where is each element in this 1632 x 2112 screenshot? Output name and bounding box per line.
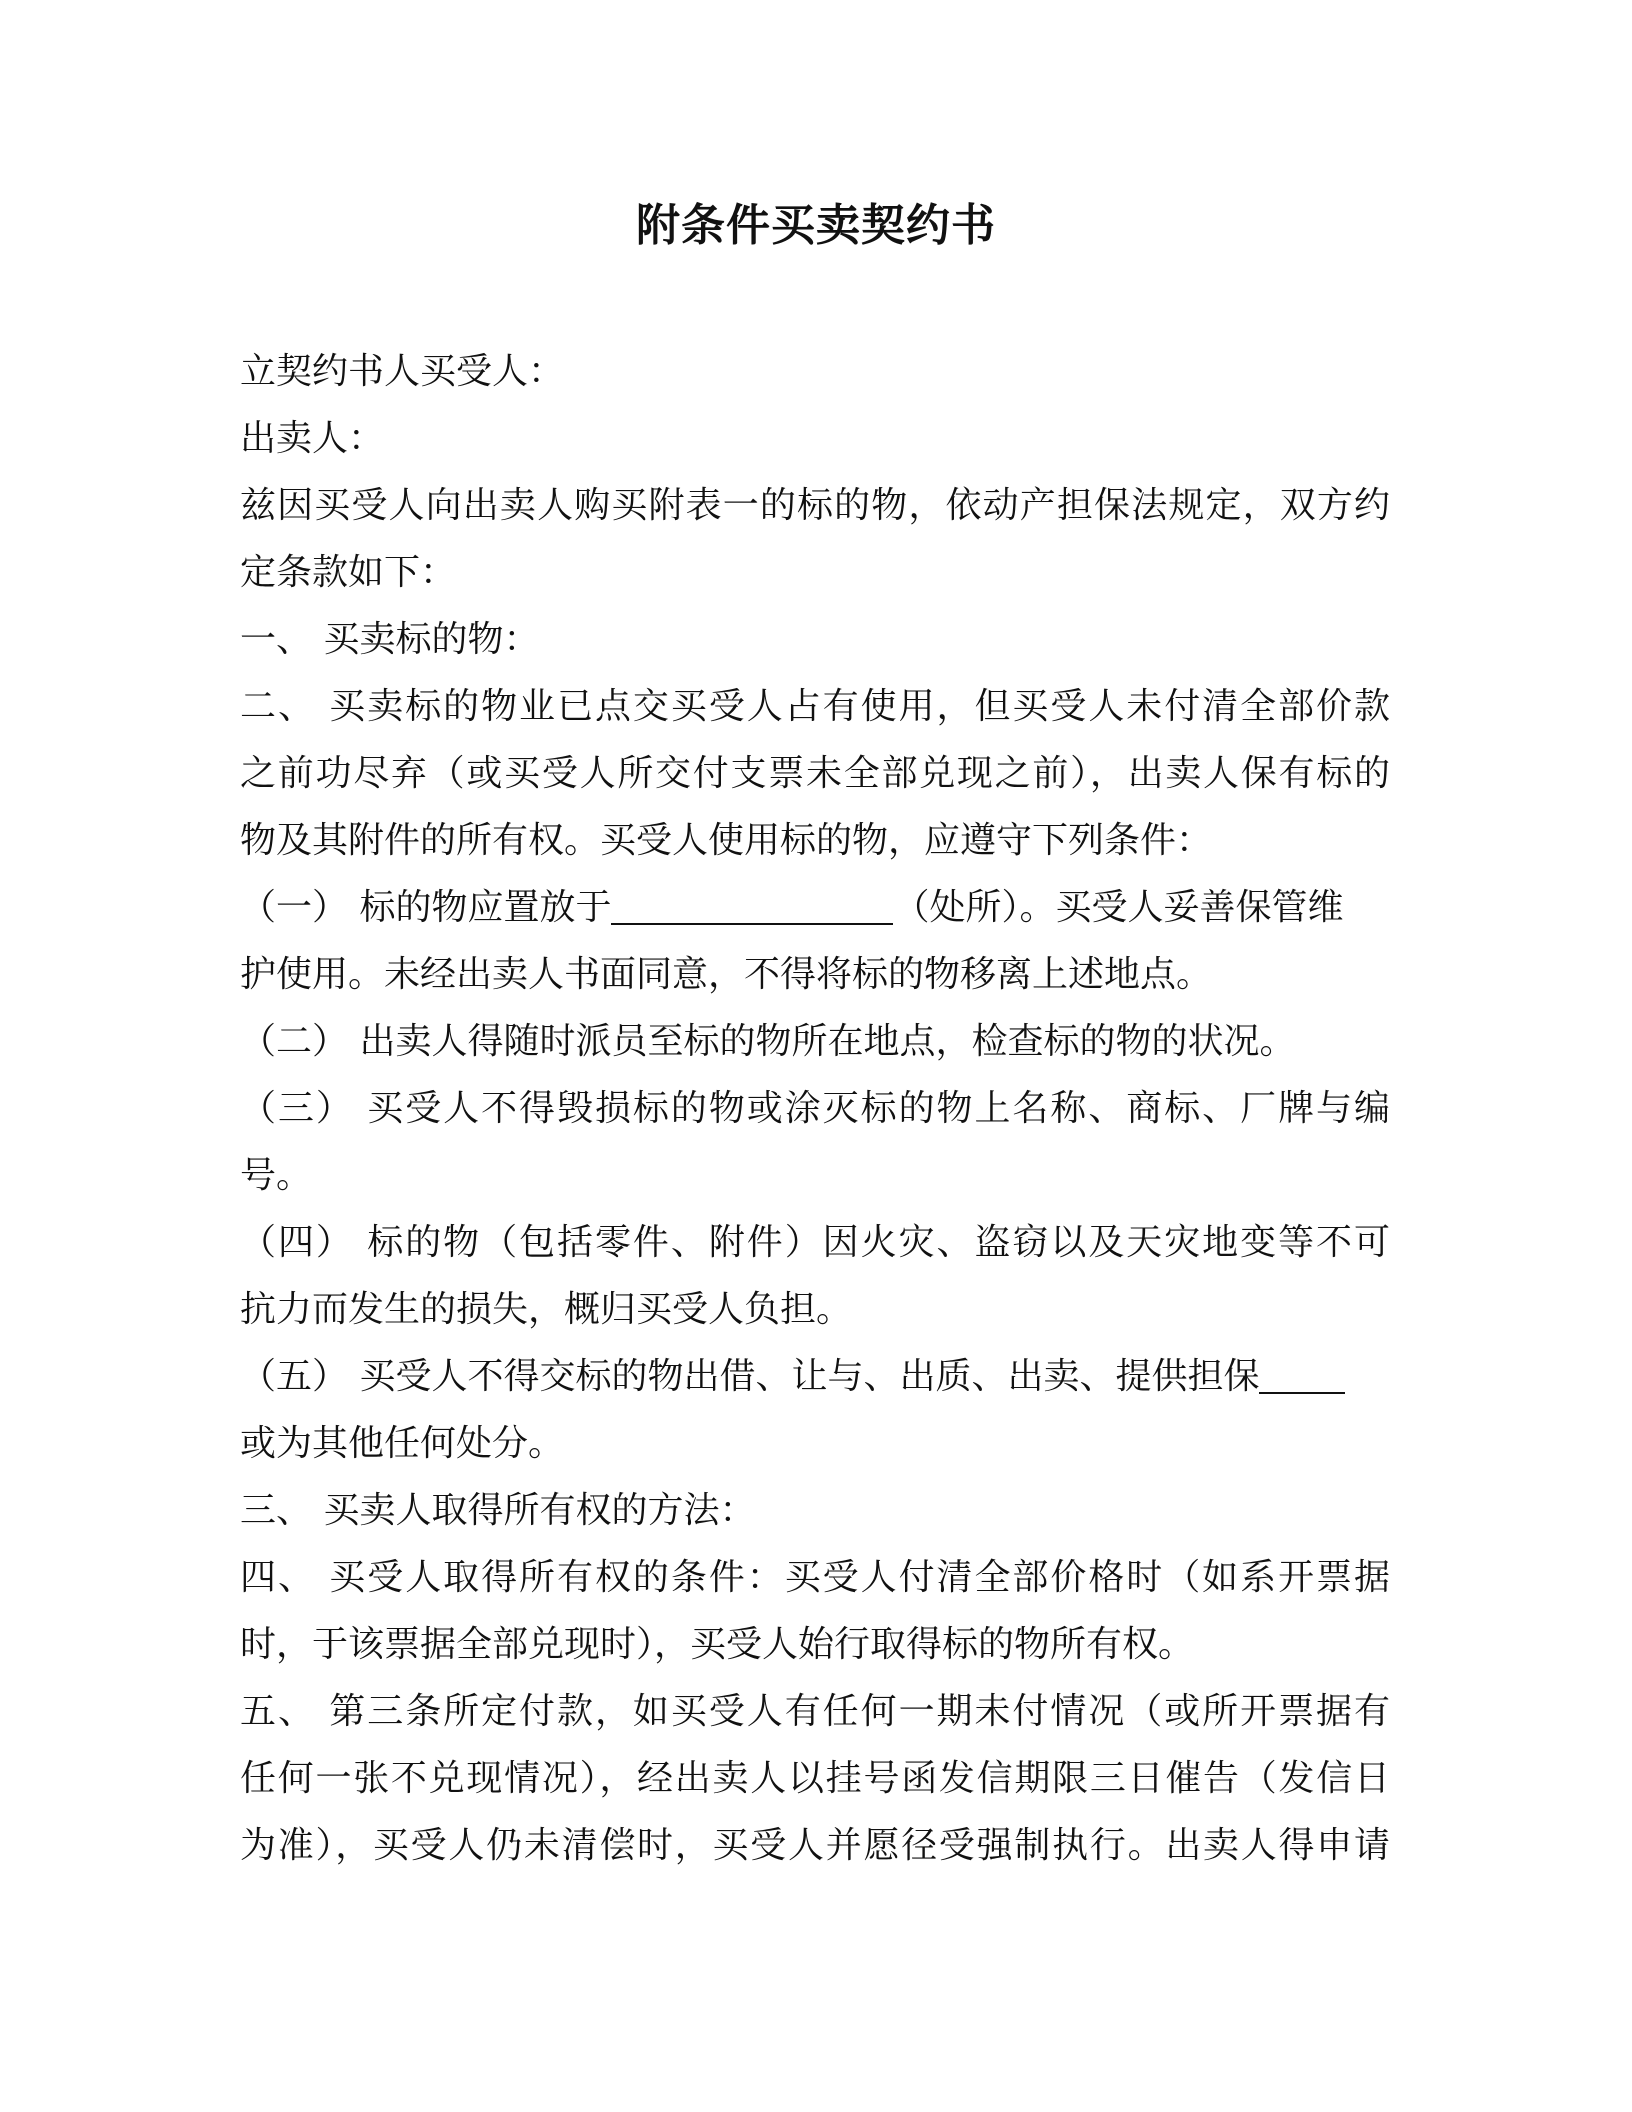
article-3: 三、 买卖人取得所有权的方法： <box>240 1490 756 1531</box>
article-4-line-1: 四、 买受人取得所有权的条件：买受人付清全部价格时（如系开票据 <box>240 1557 1390 1598</box>
condition-1-text-b: （处所）。买受人妥善保管维 <box>893 887 1344 928</box>
condition-2: （二） 出卖人得随时派员至标的物所在地点，检查标的物的状况。 <box>240 1021 1296 1062</box>
location-blank[interactable] <box>611 883 893 925</box>
condition-1-line-2: 护使用。未经出卖人书面同意，不得将标的物移离上述地点。 <box>240 954 1213 995</box>
article-5-line-2: 任何一张不兑现情况），经出卖人以挂号函发信期限三日催告（发信日 <box>240 1758 1390 1799</box>
preamble-line-1: 兹因买受人向出卖人购买附表一的标的物，依动产担保法规定，双方约 <box>240 485 1390 526</box>
condition-1-text-a: （一） 标的物应置放于 <box>240 887 612 928</box>
condition-5-line-1 <box>240 1343 1390 1410</box>
document-title: 附条件买卖契约书 <box>636 200 996 251</box>
preamble-line-2: 定条款如下： <box>240 552 457 593</box>
condition-5-text: （五） 买受人不得交标的物出借、让与、出质、出卖、提供担保 <box>240 1356 1260 1397</box>
condition-1-line-1 <box>240 874 1390 941</box>
article-2-line-3: 物及其附件的所有权。买受人使用标的物，应遵守下列条件： <box>240 820 1213 861</box>
condition-3-line-2: 号。 <box>240 1155 313 1196</box>
article-4-line-2: 时，于该票据全部兑现时），买受人始行取得标的物所有权。 <box>240 1624 1195 1665</box>
buyer-line: 立契约书人买受人： <box>240 351 565 392</box>
contract-body <box>240 338 1390 1879</box>
article-5-line-3: 为准），买受人仍未清偿时，买受人并愿径受强制执行。出卖人得申请 <box>240 1825 1390 1866</box>
condition-3-line-1: （三） 买受人不得毁损标的物或涂灭标的物上名称、商标、厂牌与编 <box>240 1088 1390 1129</box>
condition-4-line-2: 抗力而发生的损失，概归买受人负担。 <box>240 1289 853 1330</box>
guarantee-blank[interactable] <box>1259 1352 1345 1394</box>
article-2-line-1: 二、 买卖标的物业已点交买受人占有使用，但买受人未付清全部价款 <box>240 686 1390 727</box>
condition-5-line-2: 或为其他任何处分。 <box>240 1423 565 1464</box>
article-1: 一、 买卖标的物： <box>240 619 540 660</box>
seller-line: 出卖人： <box>240 418 385 459</box>
condition-4-line-1: （四） 标的物（包括零件、附件）因火灾、盗窃以及天灾地变等不可 <box>240 1222 1390 1263</box>
article-2-line-2: 之前功尽弃（或买受人所交付支票未全部兑现之前），出卖人保有标的 <box>240 753 1390 794</box>
article-5-line-1: 五、 第三条所定付款，如买受人有任何一期未付情况（或所开票据有 <box>240 1691 1390 1732</box>
